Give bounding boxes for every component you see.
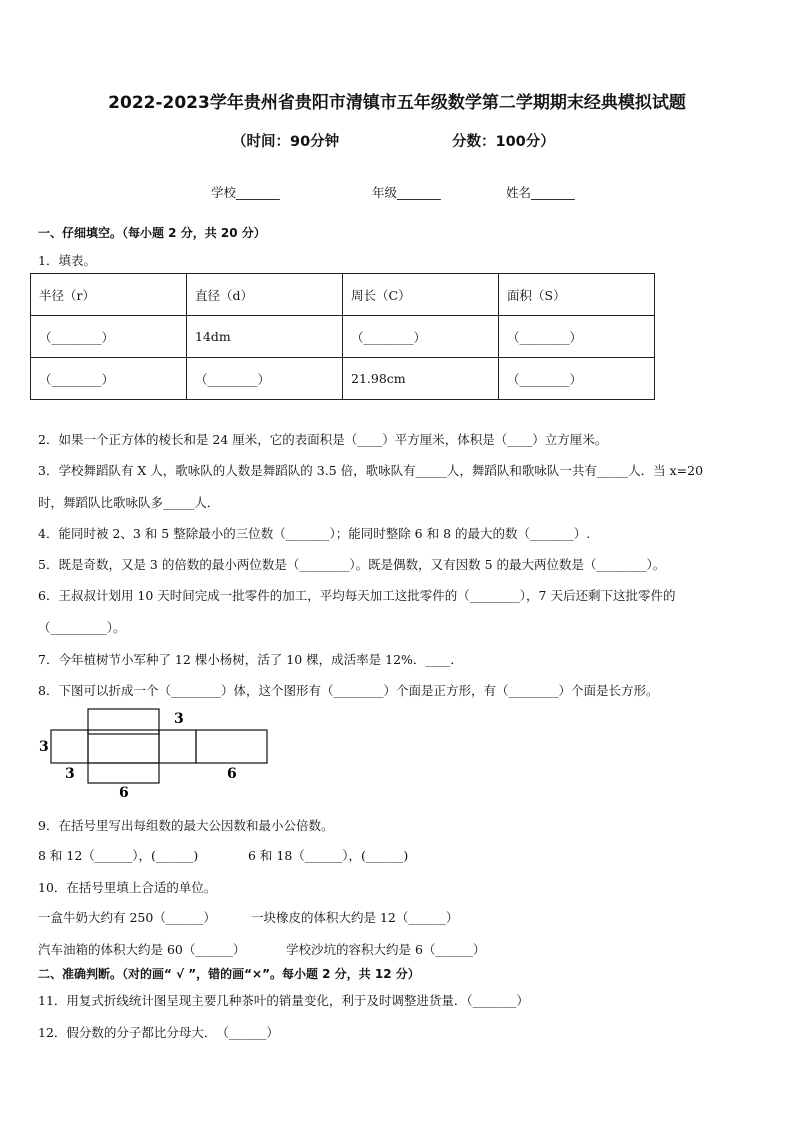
cuboid-net-figure bbox=[30, 703, 280, 803]
table-row bbox=[31, 358, 655, 400]
grade-field: 年级_______ bbox=[372, 185, 441, 200]
name-field: 姓名_______ bbox=[506, 185, 575, 200]
net-left-face bbox=[51, 730, 88, 763]
question-6-line-1: 6．王叔叔计划用 10 天时间完成一批零件的加工，平均每天加工这批零件的（________），7 天后还剩下这批零件的 bbox=[38, 588, 676, 603]
table-cell: （________） bbox=[31, 358, 187, 400]
net-label-6-right: 6 bbox=[227, 766, 237, 782]
question-8: 8．下图可以折成一个（________）体，这个图形有（________）个面是正方形，有（________）个面是长方形。 bbox=[38, 683, 659, 698]
question-3-line-2: 时，舞蹈队比歌咏队多_____人． bbox=[38, 495, 220, 510]
net-right-face bbox=[159, 730, 196, 763]
question-10-a: 一盒牛奶大约有 250（______） bbox=[38, 910, 216, 925]
question-9-b: 6 和 18（______），(______) bbox=[248, 848, 409, 863]
question-12: 12．假分数的分子都比分母大． （______） bbox=[38, 1025, 279, 1040]
question-10-d: 学校沙坑的容积大约是 6（______） bbox=[286, 942, 486, 957]
table-cell: 14dm bbox=[187, 316, 343, 358]
table-header-row bbox=[31, 274, 655, 316]
question-11: 11．用复式折线统计图呈现主要几种茶叶的销量变化，利于及时调整进货量．（_______） bbox=[38, 993, 529, 1008]
question-9-a: 8 和 12（______），(______) bbox=[38, 848, 199, 863]
table-header-cell: 直径（d） bbox=[187, 274, 343, 316]
net-label-3-left: 3 bbox=[39, 739, 49, 755]
table-cell: （________） bbox=[499, 316, 655, 358]
exam-score: 分数：100分） bbox=[452, 134, 555, 150]
fill-table bbox=[30, 273, 655, 400]
net-label-3-top: 3 bbox=[174, 711, 184, 727]
school-field: 学校_______ bbox=[211, 185, 280, 200]
question-4: 4．能同时被 2、3 和 5 整除最小的三位数（_______）；能同时整除 6 和 8 的最大的数（_______）. bbox=[38, 526, 591, 541]
question-1: 1．填表。 bbox=[38, 253, 96, 268]
table-cell: 21.98cm bbox=[343, 358, 499, 400]
table-row bbox=[31, 316, 655, 358]
table-cell: （________） bbox=[499, 358, 655, 400]
table-cell: （________） bbox=[343, 316, 499, 358]
net-bottom-face bbox=[88, 763, 159, 783]
question-10: 10．在括号里填上合适的单位。 bbox=[38, 880, 217, 895]
table-header-cell: 面积（S） bbox=[499, 274, 655, 316]
page-title: 2022-2023学年贵州省贵阳市清镇市五年级数学第二学期期末经典模拟试题 bbox=[108, 93, 686, 113]
table-cell: （________） bbox=[187, 358, 343, 400]
net-back-face bbox=[196, 730, 267, 763]
table-cell: （________） bbox=[31, 316, 187, 358]
question-7: 7．今年植树节小军种了 12 棵小杨树，活了 10 棵，成活率是 12%．____． bbox=[38, 652, 463, 667]
question-6-line-2: （_________）。 bbox=[38, 620, 126, 635]
net-label-3-bottom: 3 bbox=[65, 766, 75, 782]
net-label-6-bottom: 6 bbox=[119, 785, 129, 801]
question-5: 5．既是奇数，又是 3 的倍数的最小两位数是（________）。既是偶数，又有因数 5 的最大两位数是（________）。 bbox=[38, 557, 666, 572]
table-header-cell: 半径（r） bbox=[31, 274, 187, 316]
section-2-title: 二、准确判断。（对的画“ √ ”，错的画“×”。每小题 2 分，共 12 分） bbox=[38, 967, 420, 981]
question-9: 9．在括号里写出每组数的最大公因数和最小公倍数。 bbox=[38, 818, 334, 833]
table-header-cell: 周长（C） bbox=[343, 274, 499, 316]
question-3-line-1: 3．学校舞蹈队有 X 人，歌咏队的人数是舞蹈队的 3.5 倍，歌咏队有_____人，舞蹈队和歌咏队一共有_____人．当 x=20 bbox=[38, 463, 704, 478]
net-front-face bbox=[88, 730, 159, 763]
question-10-c: 汽车油箱的体积大约是 60（______） bbox=[38, 942, 246, 957]
question-2: 2．如果一个正方体的棱长和是 24 厘米，它的表面积是（____）平方厘米，体积是（____）立方厘米。 bbox=[38, 432, 608, 447]
section-1-title: 一、仔细填空。（每小题 2 分，共 20 分） bbox=[38, 226, 266, 240]
question-10-b: 一块橡皮的体积大约是 12（______） bbox=[251, 910, 459, 925]
exam-time: （时间：90分钟 bbox=[232, 134, 340, 150]
